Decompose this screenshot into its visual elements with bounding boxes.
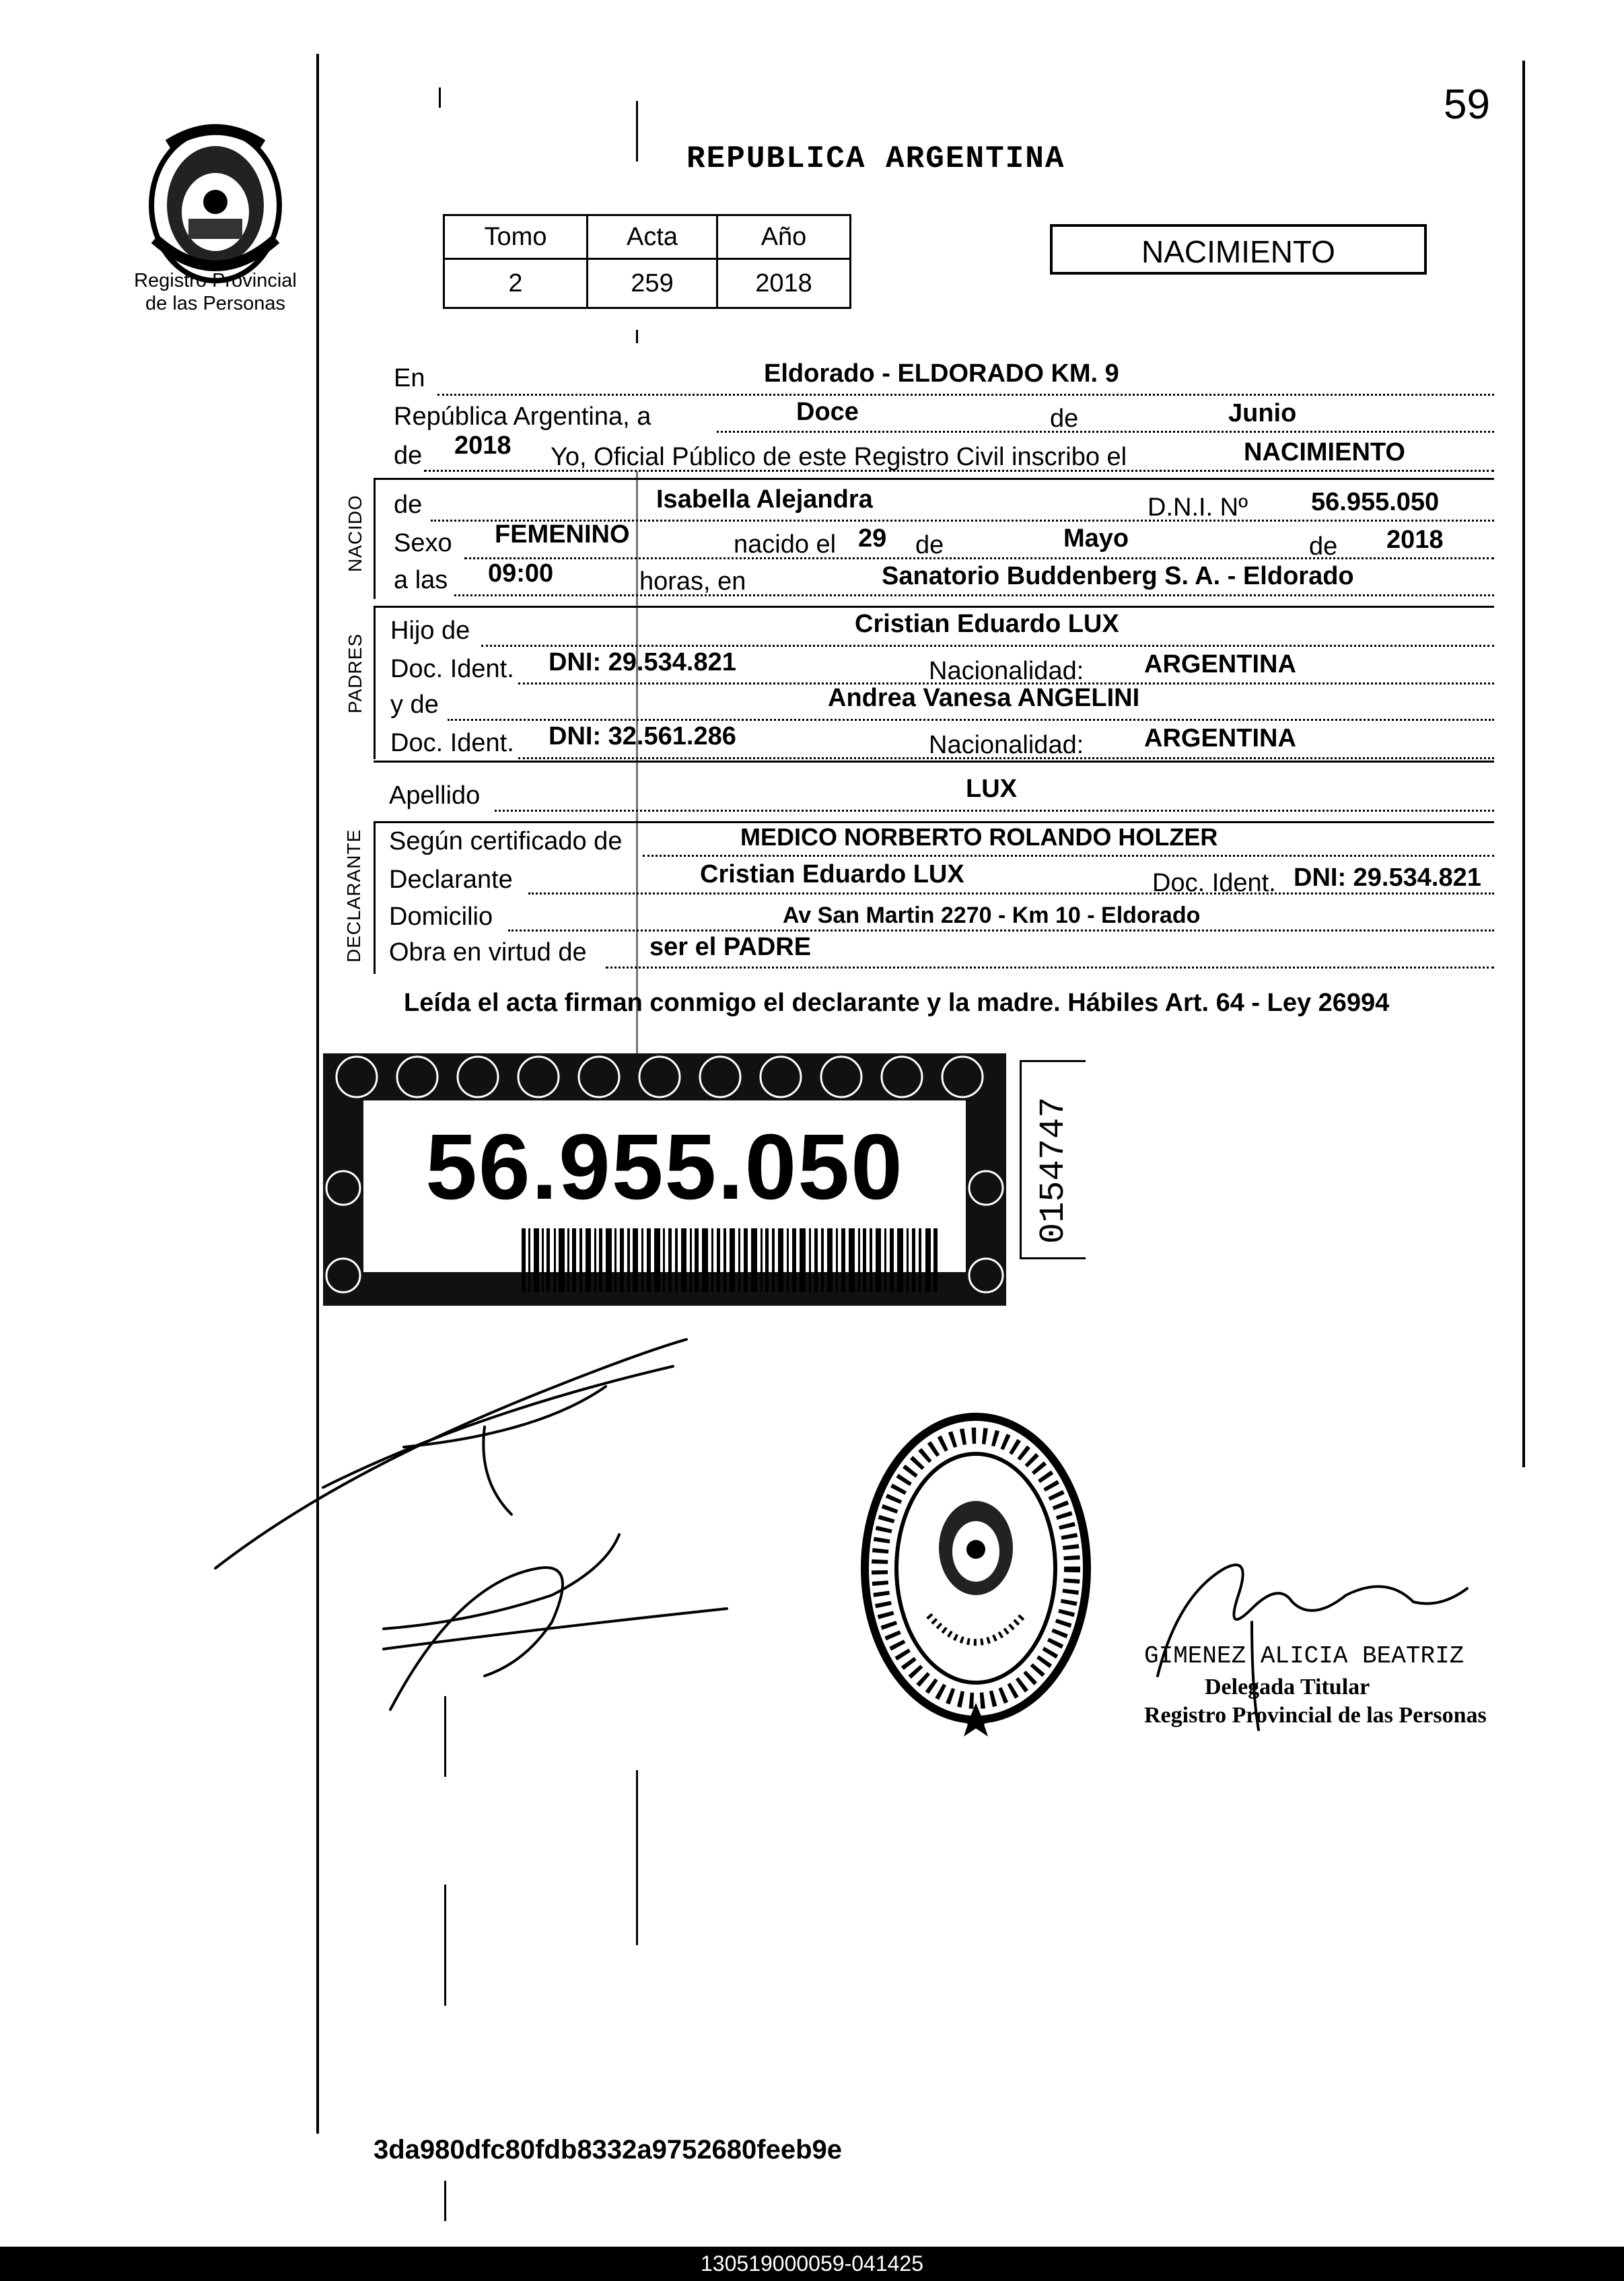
footer-code: 130519000059-041425 [701,2251,923,2276]
section-bracket [374,608,376,759]
country-title: REPUBLICA ARGENTINA [686,141,1065,176]
dotted-line [528,892,1494,894]
act-word-value: NACIMIENTO [1244,438,1405,466]
section-divider [374,761,1494,763]
horas-en-label: horas, en [639,567,746,596]
de-label: de [1050,405,1079,433]
nacido-section-title: NACIDO [345,495,365,572]
barcode-panel [323,1053,1006,1306]
apellido-label: Apellido [389,781,481,810]
y-de-label: y de [390,691,439,719]
declarante-label: Declarante [389,866,513,894]
dni-label: D.N.I. Nº [1148,493,1248,522]
document-hash: 3da980dfc80fdb8332a9752680feeb9e [374,2135,843,2165]
certificate-value: MEDICO NORBERTO ROLANDO HOLZER [740,823,1218,851]
fold-mark [439,87,441,108]
doc-ident-label-2: Doc. Ident. [390,729,514,757]
fold-mark [636,101,638,162]
acta-reference-table [443,214,851,309]
birth-time-value: 09:00 [488,559,554,588]
doc-ident-label: Doc. Ident. [390,655,514,683]
mother-doc-value: DNI: 32.561.286 [549,722,736,750]
page-number: 59 [1444,81,1490,128]
de-label-2: de [394,442,423,470]
de-label-5: de [1309,532,1338,561]
nacionalidad-label-2: Nacionalidad: [929,731,1084,759]
registry-label [101,269,330,315]
official-organization: Registro Provincial de las Personas [1144,1703,1487,1728]
dotted-line [717,431,1494,433]
surname-value: LUX [966,775,1017,803]
padres-section-title: PADRES [345,633,365,713]
de-label-4: de [915,531,944,559]
serial-number: 0154747 [1034,1096,1073,1244]
dotted-line [454,594,1494,596]
declarant-signature-stroke [483,1427,511,1514]
nacionalidad-label: Nacionalidad: [929,657,1084,685]
dotted-line [606,967,1494,969]
hijo-de-label: Hijo de [390,617,470,645]
declarant-doc-value: DNI: 29.534.821 [1294,864,1481,892]
fold-mark [444,1885,446,2006]
barcode-number: 56.955.050 [425,1115,904,1219]
obra-en-virtud-label: Obra en virtud de [389,938,587,967]
ano-value: 2018 [717,259,851,308]
declarant-value: Cristian Eduardo LUX [700,860,964,888]
right-margin-line [1522,61,1525,1467]
dotted-line [643,855,1494,857]
republica-label: República Argentina, a [394,402,651,431]
registry-label-line1: Registro Provincial [134,270,297,291]
birth-year-value: 2018 [1386,526,1444,554]
father-nationality-value: ARGENTINA [1144,650,1296,678]
dotted-line [437,394,1494,396]
declarant-signature-stroke [323,1366,673,1487]
segun-certificado-label: Según certificado de [389,827,623,855]
birth-day-value: 29 [858,524,887,553]
address-value: Av San Martin 2270 - Km 10 - Eldorado [783,903,1201,928]
declarante-section-title: DECLARANTE [343,829,364,962]
delegation-stamp [855,1400,1097,1736]
sex-value: FEMENINO [495,520,630,549]
domicilio-label: Domicilio [389,903,493,931]
dotted-line [495,810,1494,812]
sexo-label: Sexo [394,529,452,557]
year-value: 2018 [454,431,511,460]
en-label: En [394,364,425,392]
nacido-el-label: nacido el [734,530,837,559]
child-name-value: Isabella Alejandra [656,485,873,514]
child-dni-value: 56.955.050 [1311,488,1440,516]
dotted-line [481,645,1494,647]
section-bracket [374,822,376,974]
de-label-3: de [394,491,423,519]
serial-number-box [1020,1060,1086,1259]
section-divider [374,478,1494,480]
a-las-label: a las [394,566,448,594]
father-doc-value: DNI: 29.534.821 [549,648,736,676]
dotted-line [448,719,1494,721]
dotted-line [464,557,1494,559]
month-value: Junio [1228,399,1297,427]
mother-name-value: Andrea Vanesa ANGELINI [828,684,1140,712]
father-name-value: Cristian Eduardo LUX [855,610,1119,638]
acta-value: 259 [588,259,717,308]
fold-mark [636,1770,638,1945]
reason-value: ser el PADRE [649,933,812,961]
place-value: Eldorado - ELDORADO KM. 9 [764,359,1119,388]
yo-text: Yo, Oficial Público de este Registro Civil inscribo el [551,443,1127,471]
registry-label-line2: de las Personas [145,293,285,314]
tomo-value: 2 [444,259,588,308]
doc-ident-label-3: Doc. Ident. [1152,869,1276,897]
record-type-box: NACIMIENTO [1050,224,1427,275]
closing-statement: Leída el acta firman conmigo el declarante y la madre. Hábiles Art. 64 - Ley 26994 [404,989,1390,1017]
acta-header: Acta [588,215,717,259]
ano-header: Año [717,215,851,259]
mother-nationality-value: ARGENTINA [1144,724,1296,752]
barcode-bars [522,1228,939,1292]
barcode-label [363,1100,966,1272]
day-words-value: Doce [796,398,859,426]
declarant-signature-stroke [215,1339,686,1568]
left-margin-line [316,54,319,2134]
birth-month-value: Mayo [1063,524,1129,553]
section-bracket [374,478,376,599]
section-divider [374,606,1494,608]
official-role: Delegada Titular [1205,1675,1370,1699]
official-name: GIMENEZ ALICIA BEATRIZ [1144,1642,1464,1670]
fold-mark [444,2181,446,2221]
birth-place-value: Sanatorio Buddenberg S. A. - Eldorado [882,562,1354,590]
tomo-header: Tomo [444,215,588,259]
provincial-coat-of-arms-seal [141,118,289,286]
fold-mark [636,330,638,343]
